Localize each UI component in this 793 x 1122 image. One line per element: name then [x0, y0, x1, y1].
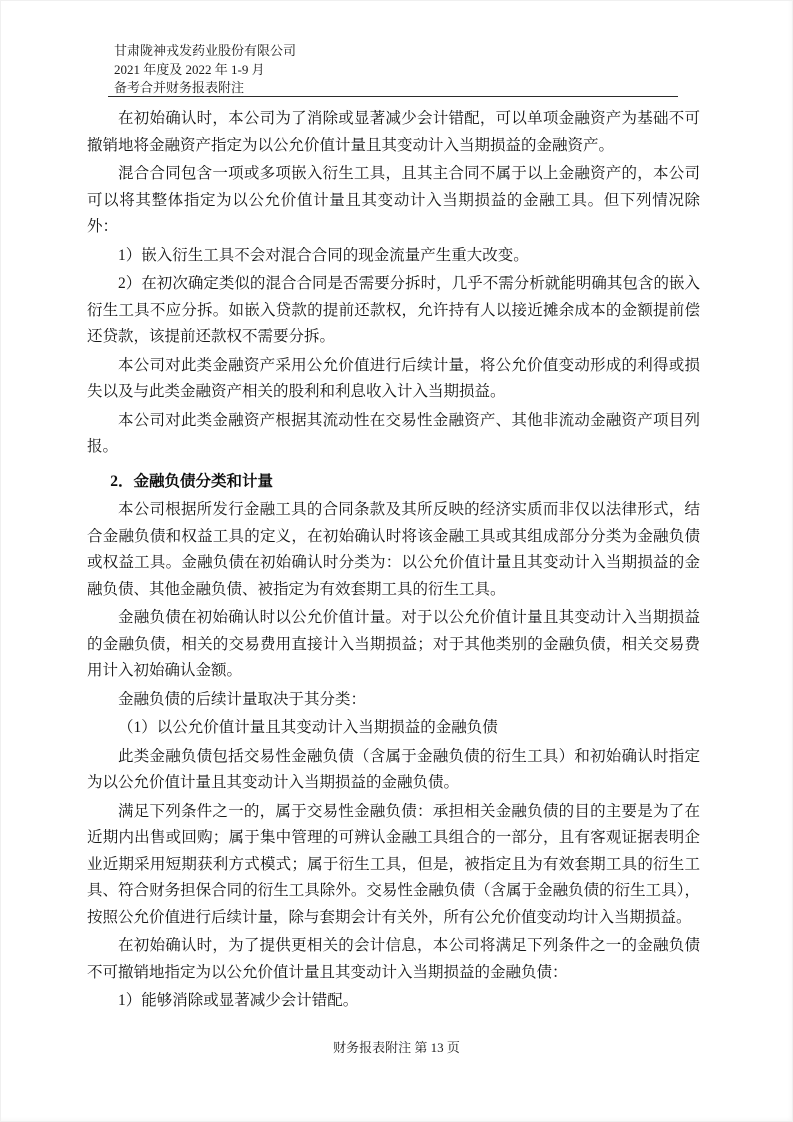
paragraph: 在初始确认时，为了提供更相关的会计信息，本公司将满足下列条件之一的金融负债不可撤销地指定为以公允价值计量且其变动计入当期损益的金融负债：	[87, 937, 700, 981]
paragraph: 本公司对此类金融资产根据其流动性在交易性金融资产、其他非流动金融资产项目列报。	[87, 411, 700, 455]
paragraph: 此类金融负债包括交易性金融负债（含属于金融负债的衍生工具）和初始确认时指定为以公允价值计量且其变动计入当期损益的金融负债。	[87, 747, 700, 791]
list-item-paragraph: 1）能够消除或显著减少会计错配。	[118, 992, 359, 1009]
footer-page-number: 财务报表附注 第 13 页	[333, 1040, 460, 1055]
list-item-paragraph: 1）嵌入衍生工具不会对混合合同的现金流量产生重大改变。	[118, 246, 529, 264]
paragraph: 本公司对此类金融资产采用公允价值进行后续计量，将公允价值变动形成的利得或损失以及与此类金融资产相关的股利和利息收入计入当期损益。	[87, 356, 700, 400]
section-heading-financial-liabilities: 2．金融负债分类和计量	[110, 472, 274, 490]
header-document-title: 备考合并财务报表附注	[114, 80, 245, 95]
document-header	[114, 42, 296, 98]
list-item-paragraph: 2）在初次确定类似的混合合同是否需要分拆时，几乎不需分析就能明确其包含的嵌入衍生工具不应分拆。如嵌入贷款的提前还款权，允许持有人以接近摊余成本的金额提前偿还贷款，该提前还款权不需要分拆。	[87, 275, 700, 345]
paragraph: 金融负债在初始确认时以公允价值计量。对于以公允价值计量且其变动计入当期损益的金融负债，相关的交易费用直接计入当期损益；对于其他类别的金融负债，相关交易费用计入初始确认金额。	[87, 609, 700, 679]
header-divider-rule	[108, 96, 678, 97]
paragraph: 混合合同包含一项或多项嵌入衍生工具，且其主合同不属于以上金融资产的，本公司可以将其整体指定为以公允价值计量且其变动计入当期损益的金融工具。但下列情况除外：	[87, 165, 700, 235]
paragraph: 满足下列条件之一的，属于交易性金融负债：承担相关金融负债的目的主要是为了在近期内出售或回购；属于集中管理的可辨认金融工具组合的一部分，且有客观证据表明企业近期采用短期获利方式模式；属于衍生工具，但是，被指定且为有效套期工具的衍生工具、符合财务担保合同的衍生工具除外。交易性金融负债（含属于金融负债的衍生工具），按照公允价值进行后续计量，除与套期会计有关外，所有公允价值变动均计入当期损益。	[87, 802, 700, 926]
sub-item-heading: （1）以公允价值计量且其变动计入当期损益的金融负债	[118, 719, 498, 736]
header-company-name: 甘肃陇神戎发药业股份有限公司	[114, 43, 297, 58]
paragraph: 在初始确认时，本公司为了消除或显著减少会计错配，可以单项金融资产为基础不可撤销地将金融资产指定为以公允价值计量且其变动计入当期损益的金融资产。	[87, 110, 700, 154]
document-body	[87, 106, 700, 1017]
header-report-period: 2021 年度及 2022 年 1-9 月	[114, 61, 265, 77]
paragraph: 金融负债的后续计量取决于其分类：	[118, 690, 367, 708]
paragraph: 本公司根据所发行金融工具的合同条款及其所反映的经济实质而非仅以法律形式，结合金融负债和权益工具的定义，在初始确认时将该金融工具或其组成部分分类为金融负债或权益工具。金融负债在初始确认时分类为：以公允价值计量且其变动计入当期损益的金融负债、其他金融负债、被指定为有效套期工具的衍生工具。	[87, 501, 700, 598]
